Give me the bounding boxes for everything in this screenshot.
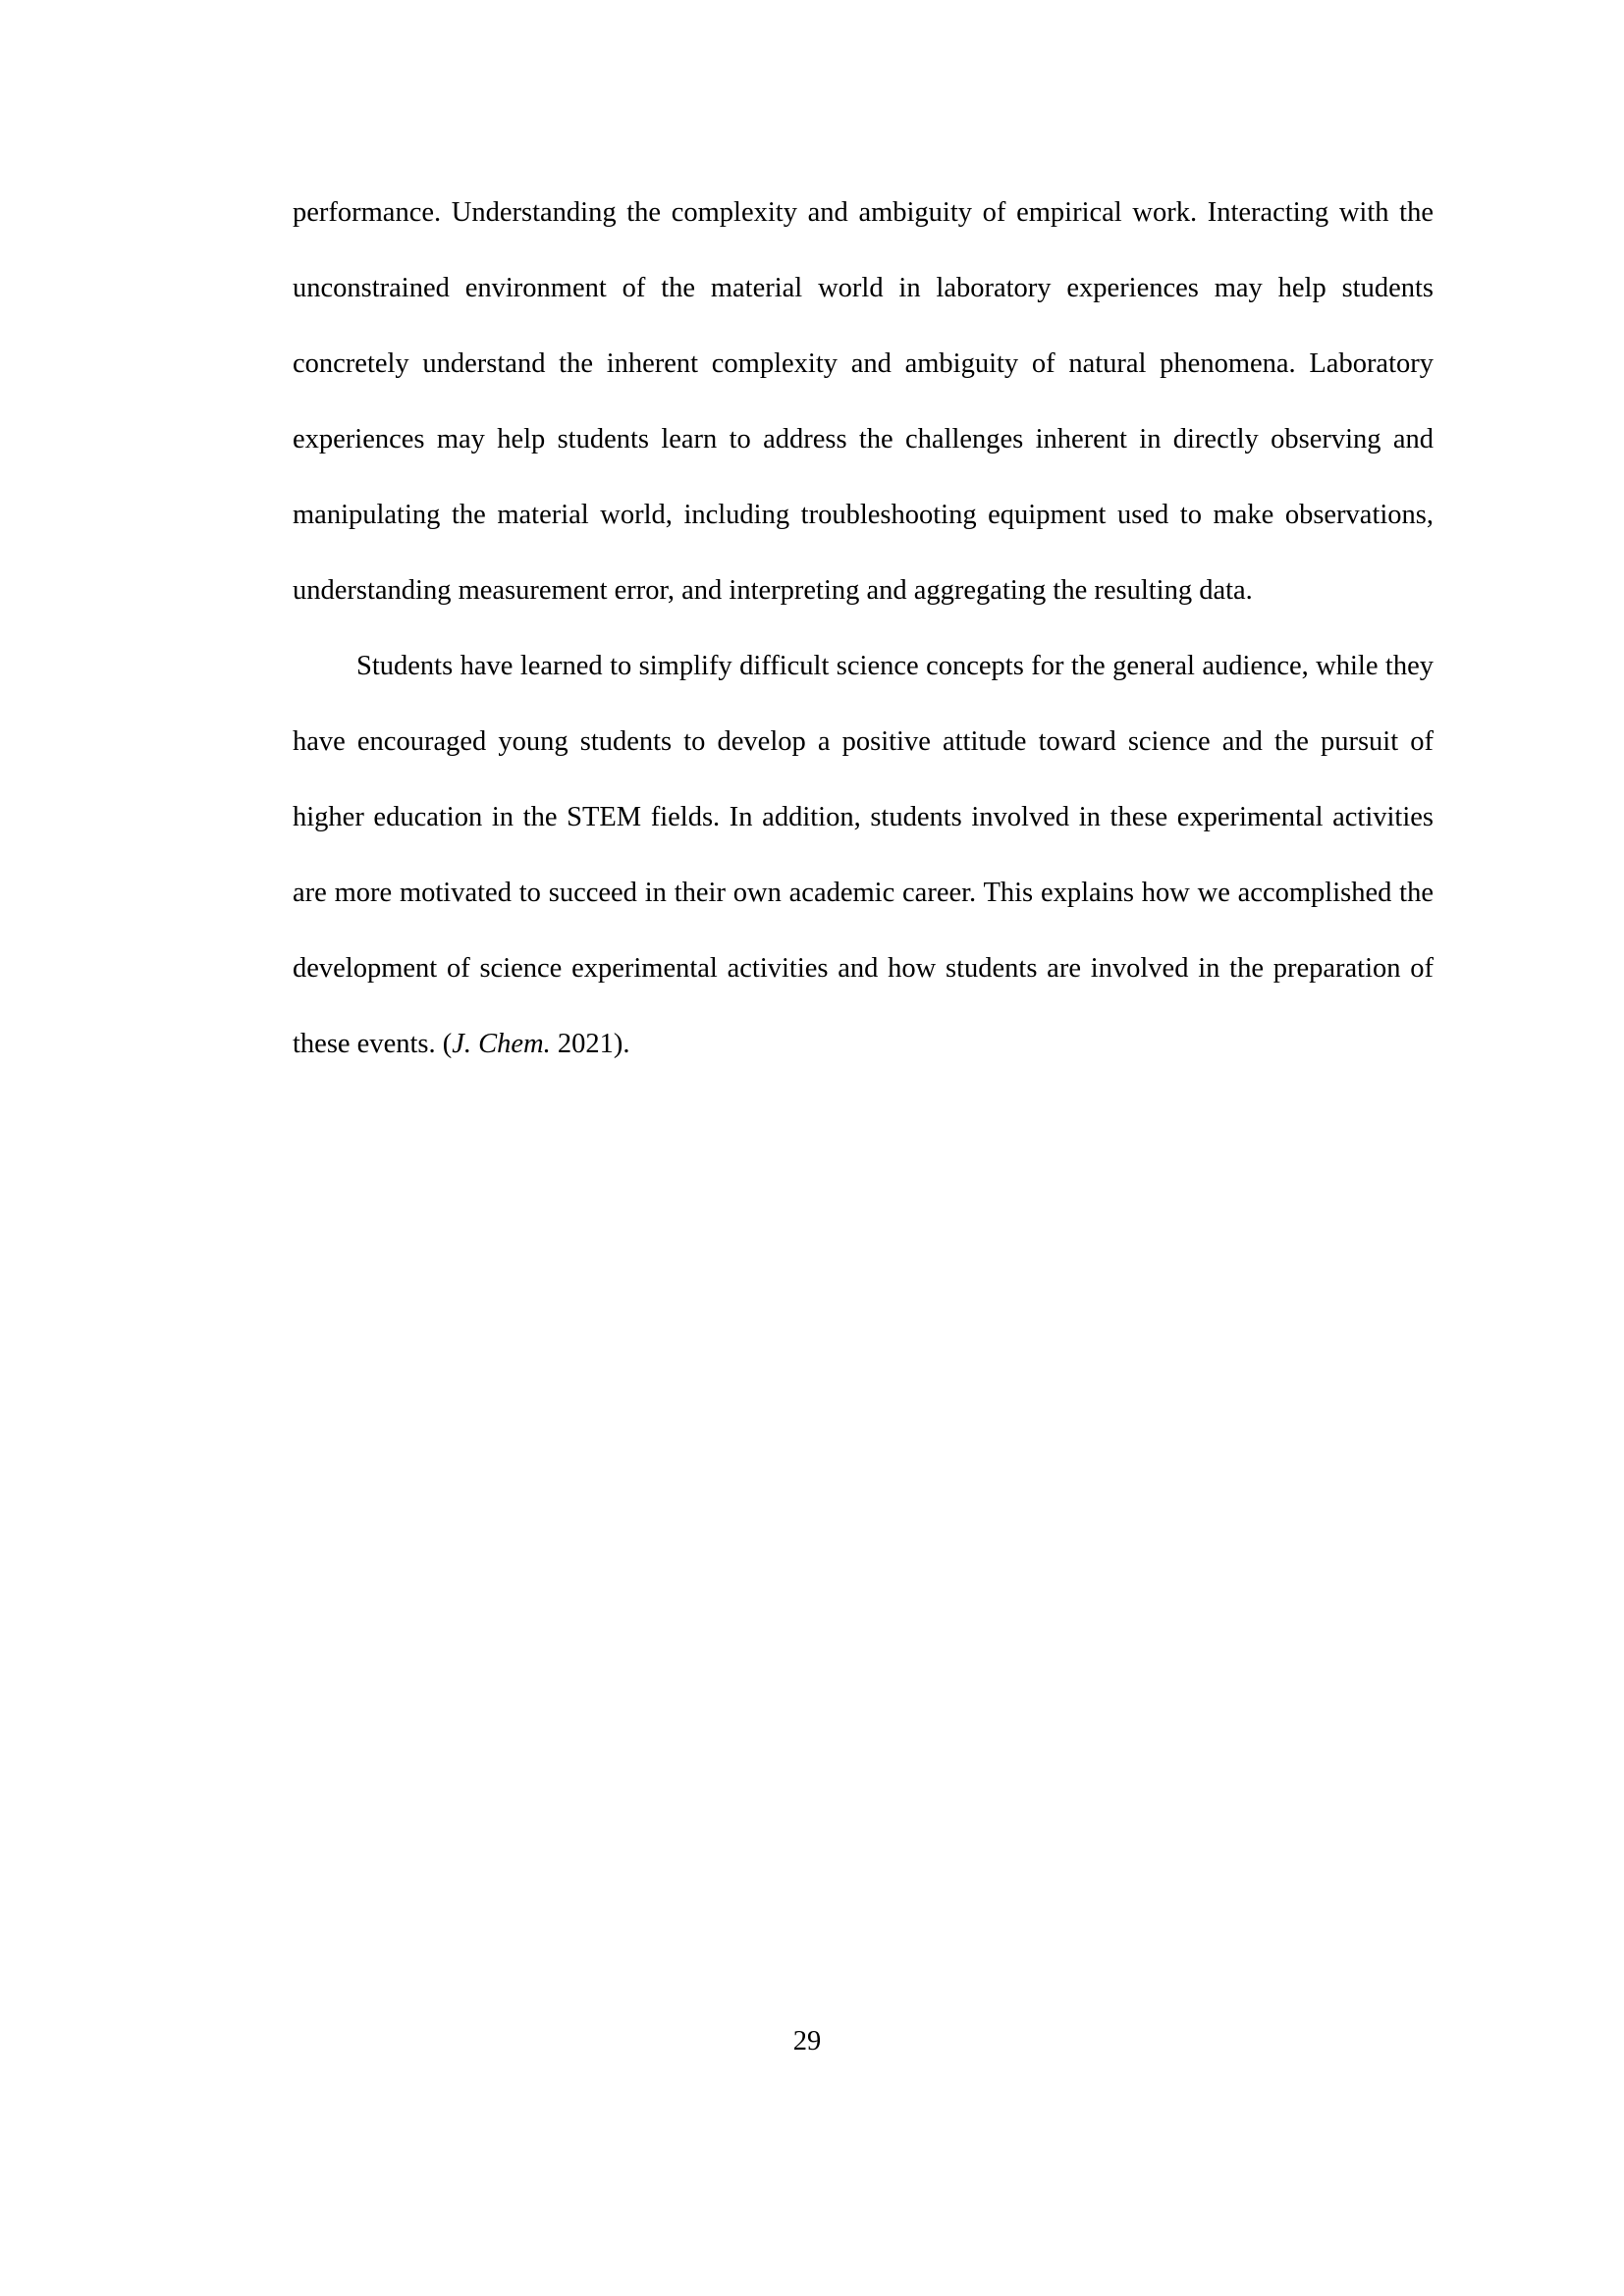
paragraph-2 <box>293 628 1434 1082</box>
paragraph-2-text: Students have learned to simplify difficult science concepts for the general audience, while they have encouraged young students to develop a positive attitude toward science and the pursuit of higher education in the STEM fields. In addition, students involved in these experimental activities are more motivated to succeed in their own academic career. This explains how we accomplished the development of science experimental activities and how students are involved in the preparation of these events. <box>293 651 1434 1059</box>
page-number <box>0 2022 1624 2061</box>
paragraph-1: performance. Understanding the complexity and ambiguity of empirical work. Interacting with the unconstrained environment of the material world in laboratory experiences may help students concretely understand the inherent complexity and ambiguity of natural phenomena. Laboratory experiences may help students learn to address the challenges inherent in directly observing and manipulating the material world, including troubleshooting equipment used to make observations, understanding measurement error, and interpreting and aggregating the resulting data. <box>293 197 1434 606</box>
citation-open-paren: ( <box>442 1029 453 1059</box>
page-number-value: 29 <box>792 2026 822 2056</box>
citation-journal-name: J. Chem. <box>452 1029 551 1059</box>
citation-year: 2021). <box>550 1029 630 1059</box>
body-text-block <box>293 175 1434 1082</box>
